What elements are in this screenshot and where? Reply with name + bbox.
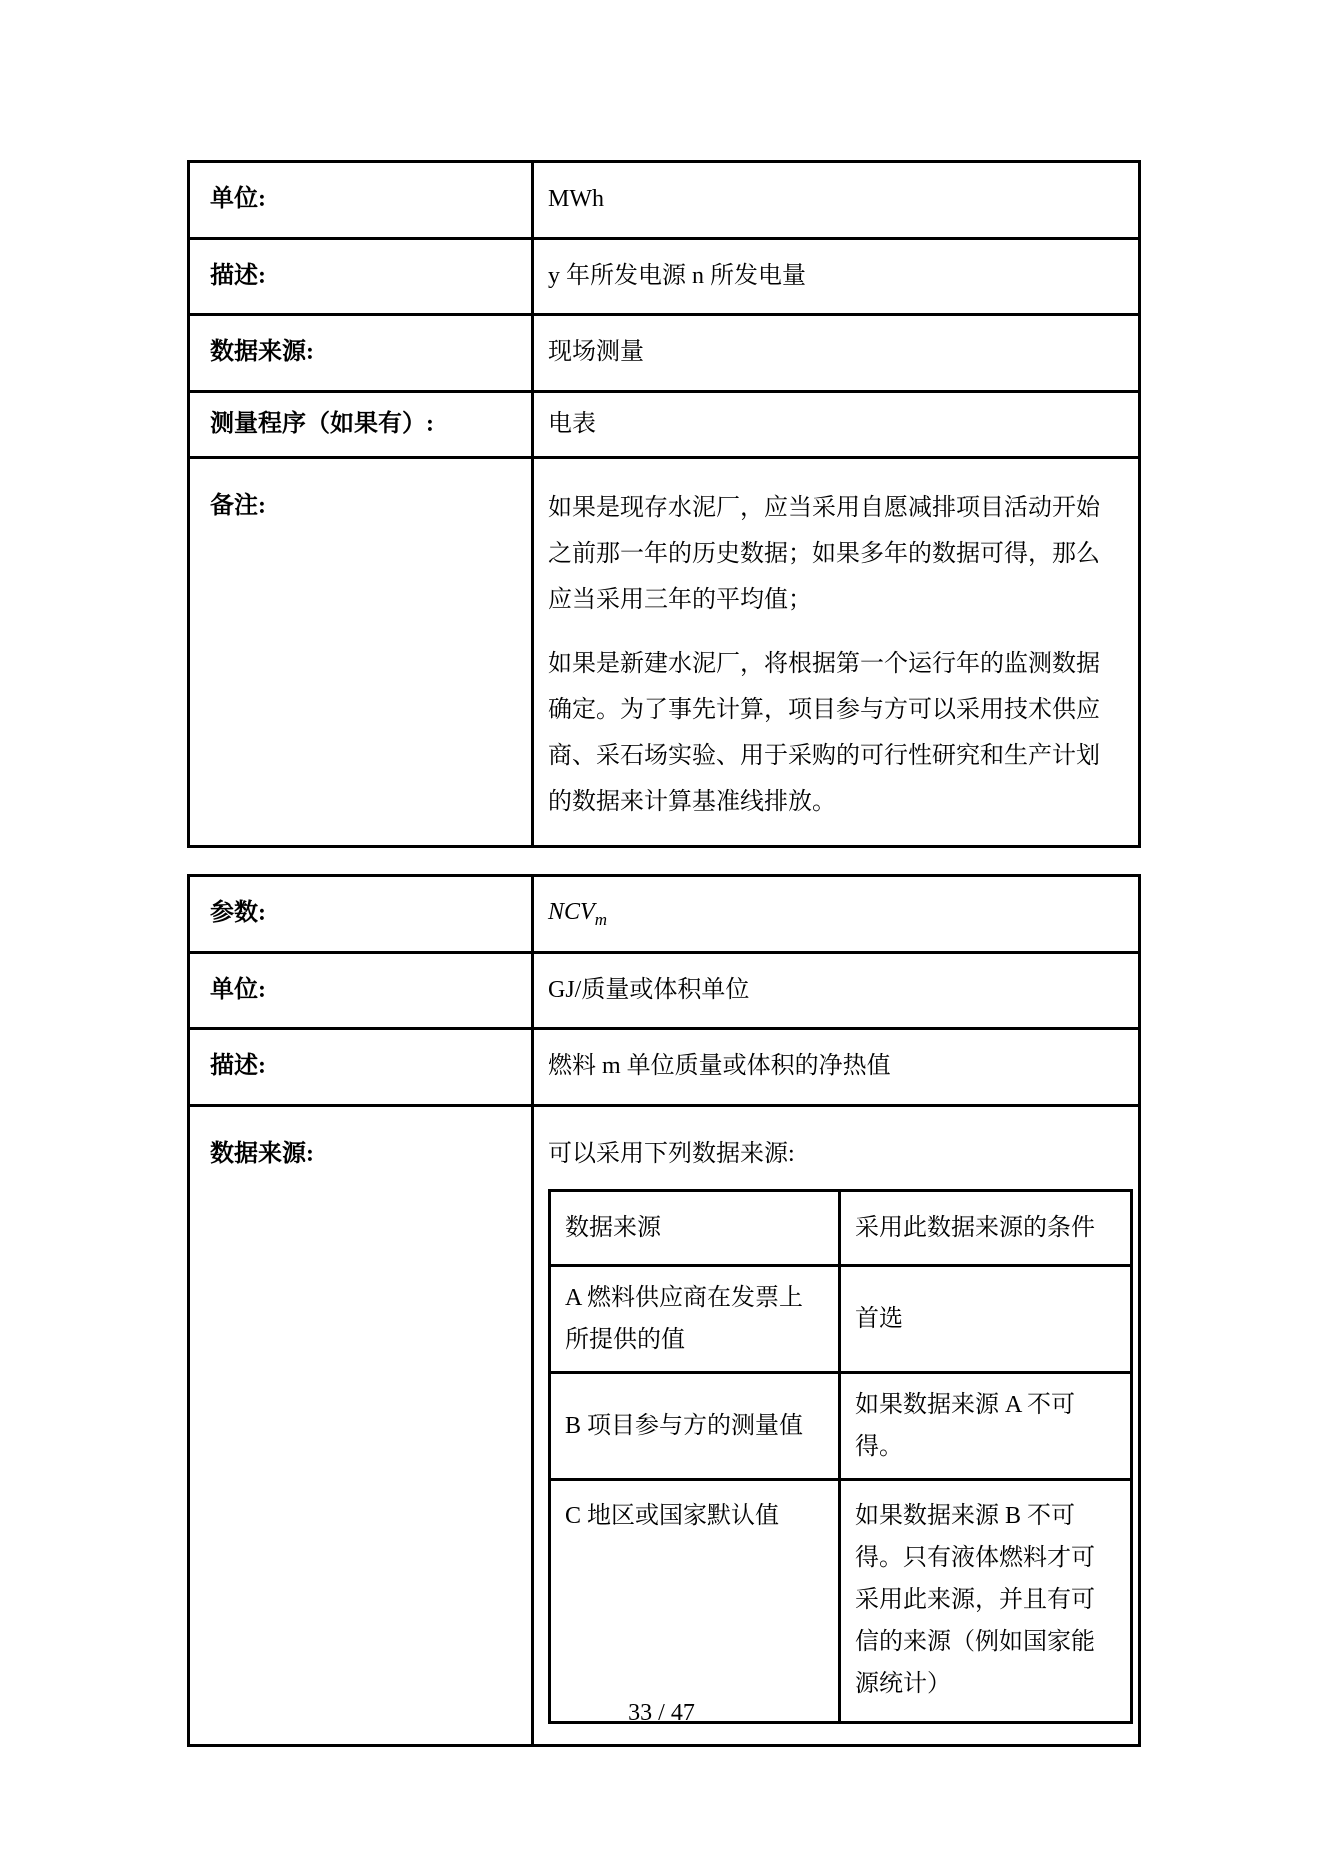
condition-option-b: 如果数据来源 A 不可得。 xyxy=(840,1373,1132,1480)
source-option-a: A 燃料供应商在发票上所提供的值 xyxy=(550,1266,840,1373)
table-row xyxy=(189,239,1140,315)
table-row xyxy=(189,162,1140,239)
row-label-parameter: 参数: xyxy=(189,876,533,953)
parameter-symbol xyxy=(548,899,607,929)
remark-paragraph: 如果是现存水泥厂，应当采用自愿减排项目活动开始之前那一年的历史数据；如果多年的数据可得，那么应当采用三年的平均值； xyxy=(548,495,1100,613)
data-source-options-table xyxy=(548,1189,1133,1724)
table-header-row xyxy=(550,1191,1132,1266)
source-option-b: B 项目参与方的测量值 xyxy=(550,1373,840,1480)
column-header-source: 数据来源 xyxy=(550,1191,840,1266)
row-label-unit: 单位: xyxy=(189,162,533,239)
row-value-remarks xyxy=(533,458,1140,847)
table-row xyxy=(189,315,1140,392)
row-value-unit: GJ/质量或体积单位 xyxy=(533,953,1140,1029)
row-value-unit: MWh xyxy=(533,162,1140,239)
table-row xyxy=(550,1373,1132,1480)
table-row xyxy=(189,876,1140,953)
table-row xyxy=(189,1029,1140,1106)
parameter-symbol-subscript: m xyxy=(594,909,607,929)
column-header-condition: 采用此数据来源的条件 xyxy=(840,1191,1132,1266)
row-value-description: y 年所发电源 n 所发电量 xyxy=(533,239,1140,315)
condition-option-c: 如果数据来源 B 不可得。只有液体燃料才可采用此来源，并且有可信的来源（例如国家能源统计） xyxy=(840,1480,1132,1723)
table-row xyxy=(189,1106,1140,1746)
table-row xyxy=(189,392,1140,458)
table-row xyxy=(550,1266,1132,1373)
remark-paragraph: 如果是新建水泥厂，将根据第一个运行年的监测数据确定。为了事先计算，项目参与方可以采用技术供应商、采石场实验、用于采购的可行性研究和生产计划的数据来计算基准线排放。 xyxy=(548,651,1100,815)
row-value-data-source: 现场测量 xyxy=(533,315,1140,392)
parameter-table-2 xyxy=(187,874,1141,1747)
source-option-c: C 地区或国家默认值 xyxy=(550,1480,840,1723)
row-label-description: 描述: xyxy=(189,1029,533,1106)
table-row xyxy=(189,458,1140,847)
row-label-description: 描述: xyxy=(189,239,533,315)
row-value-data-source xyxy=(533,1106,1140,1746)
row-label-data-source: 数据来源: xyxy=(189,1106,533,1746)
row-label-data-source: 数据来源: xyxy=(189,315,533,392)
row-value-description: 燃料 m 单位质量或体积的净热值 xyxy=(533,1029,1140,1106)
condition-option-a: 首选 xyxy=(840,1266,1132,1373)
row-label-remarks: 备注: xyxy=(189,458,533,847)
table-row xyxy=(550,1480,1132,1723)
table-row xyxy=(189,953,1140,1029)
row-value-measurement-procedure: 电表 xyxy=(533,392,1140,458)
data-source-intro: 可以采用下列数据来源: xyxy=(548,1141,795,1167)
row-label-measurement-procedure: 测量程序（如果有）: xyxy=(189,392,533,458)
row-value-parameter xyxy=(533,876,1140,953)
parameter-table-1 xyxy=(187,160,1141,848)
parameter-symbol-base: NCV xyxy=(548,899,595,926)
row-label-unit: 单位: xyxy=(189,953,533,1029)
page-number: 33 / 47 xyxy=(628,1700,695,1726)
